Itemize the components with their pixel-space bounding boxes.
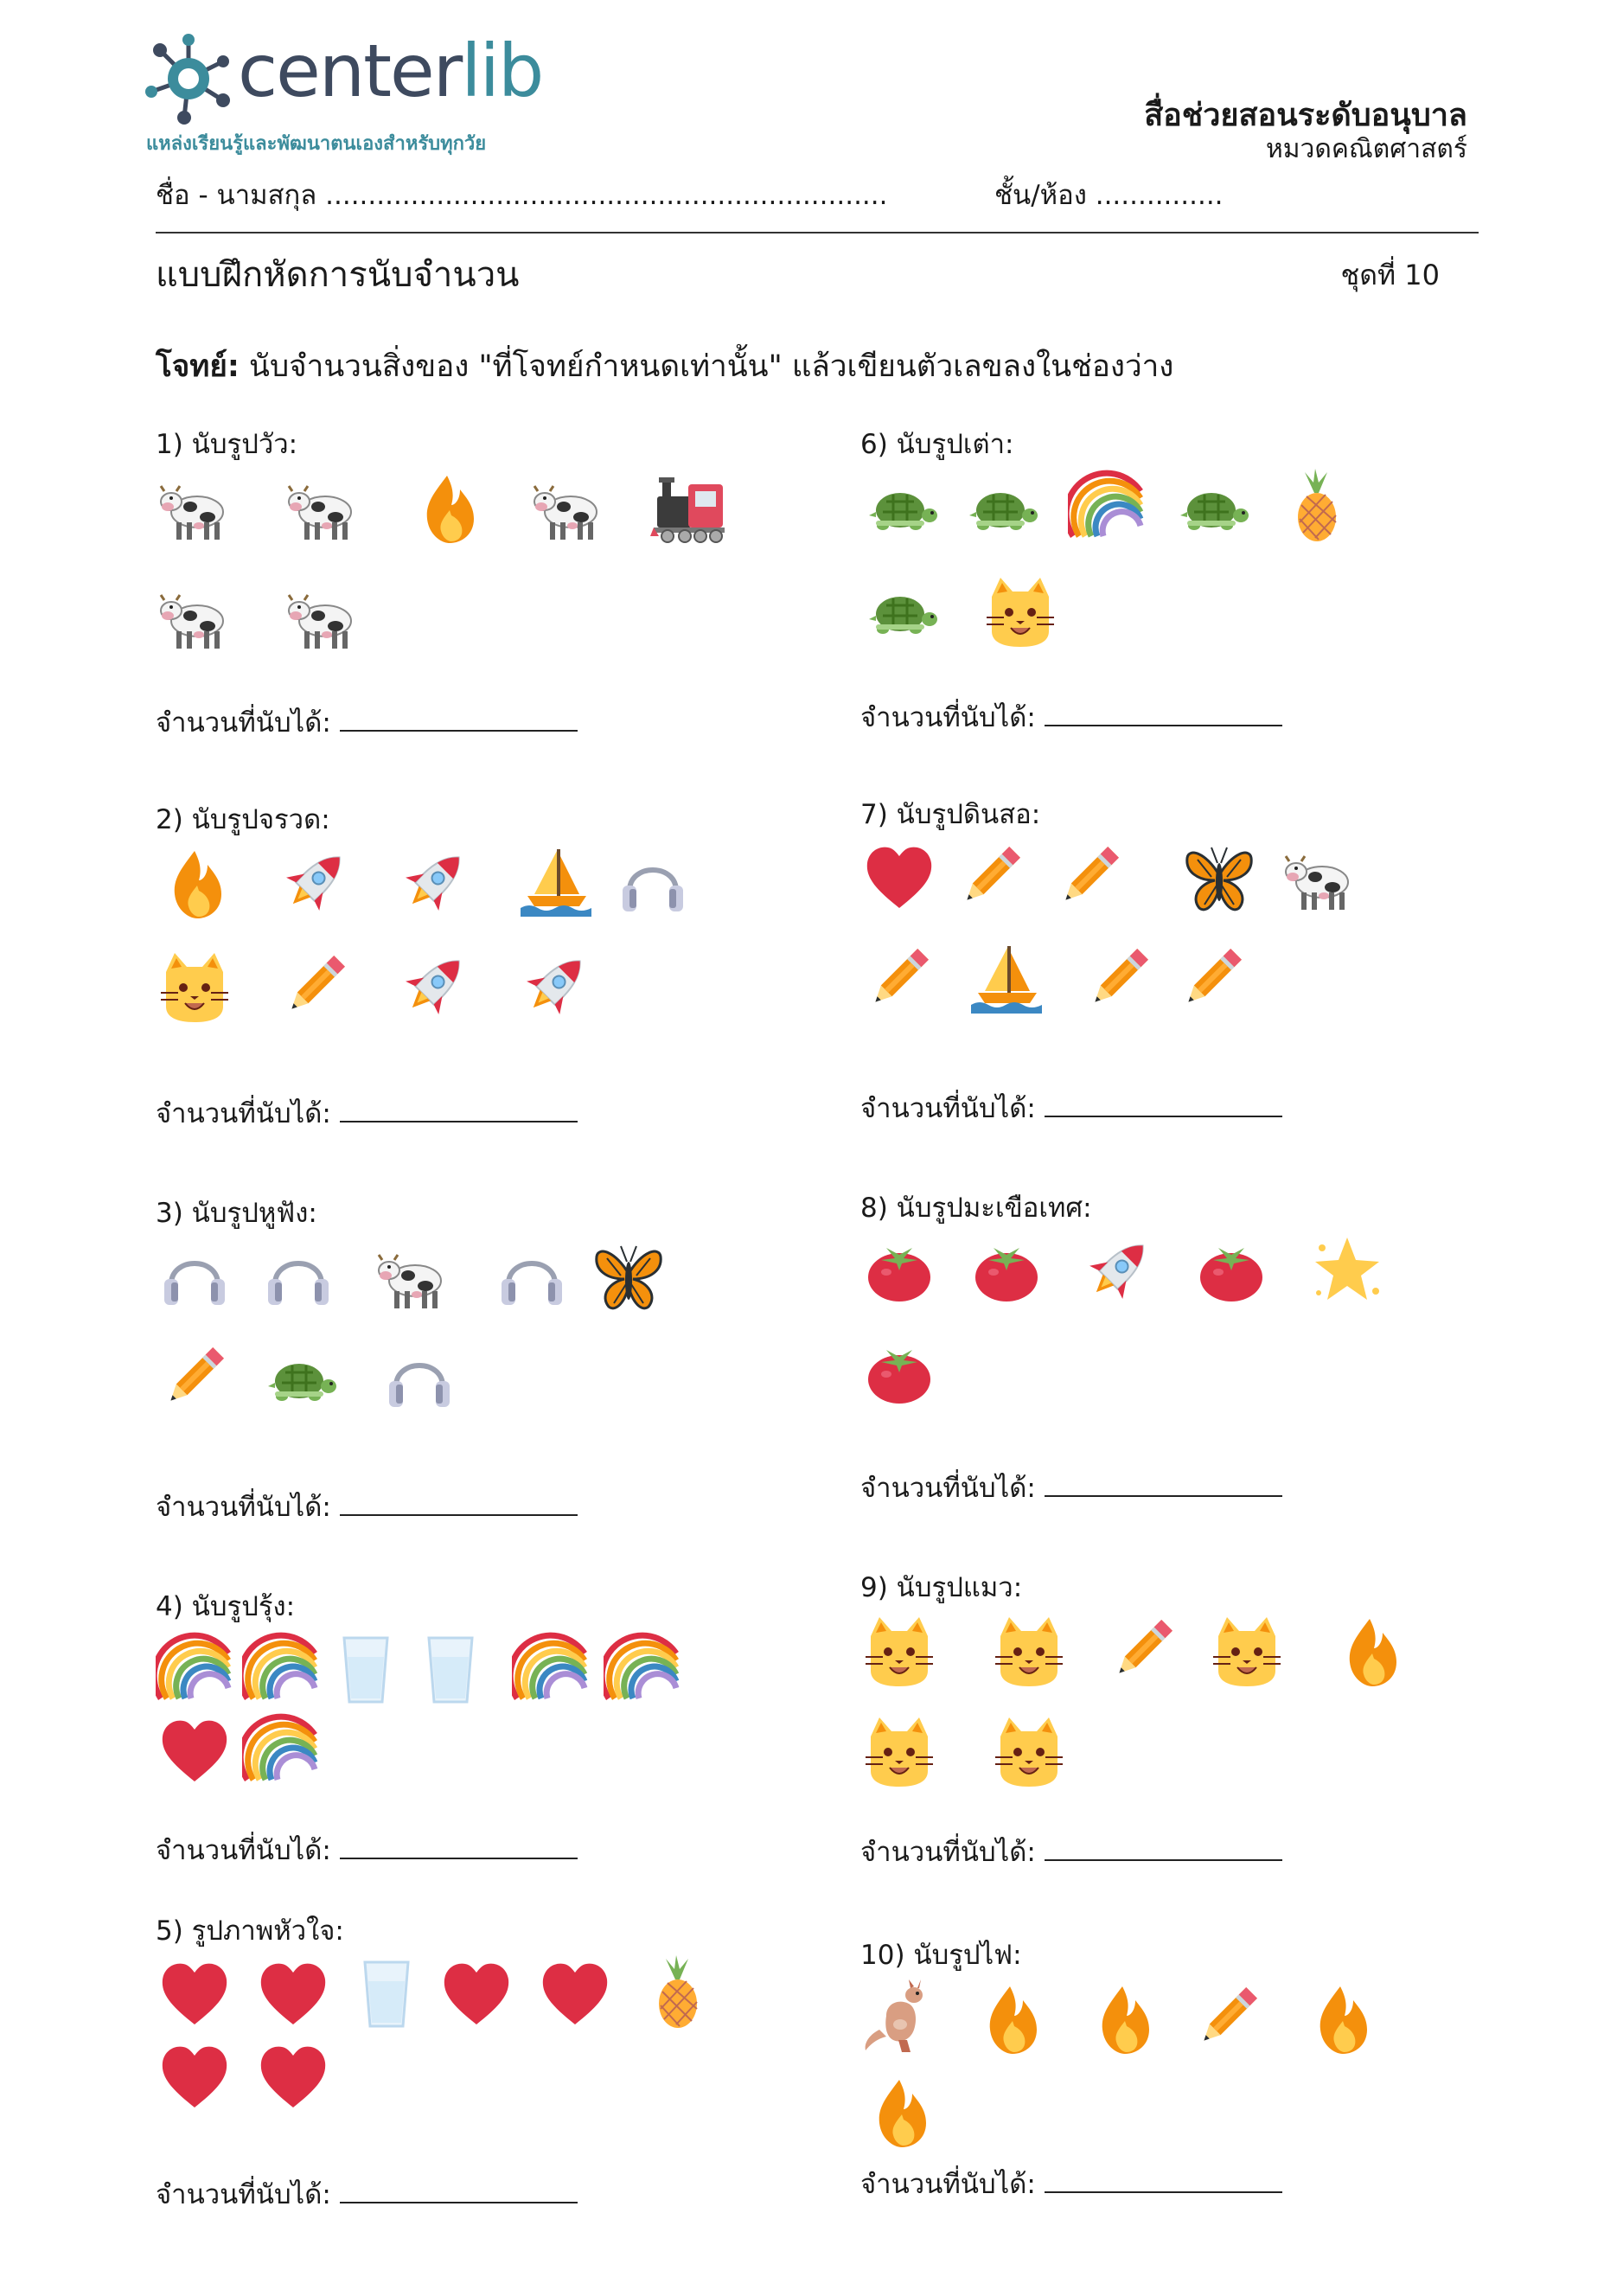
answer-label: จำนวนที่นับได้:: [156, 1492, 331, 1523]
question-label: 9) นับรูปแมว:: [860, 1572, 1023, 1603]
answer-row: [860, 1466, 1282, 1509]
answer-blank[interactable]: [340, 2178, 578, 2203]
rocket-icon: [396, 946, 474, 1024]
answer-row: [156, 700, 578, 744]
rainbow-icon: [604, 1629, 681, 1707]
header-divider: [156, 232, 1479, 233]
heart-icon: [156, 2037, 233, 2114]
brand-logo: [141, 28, 591, 157]
instruction: [156, 342, 1173, 390]
cat-icon: [1208, 1610, 1286, 1688]
question-label: 4) นับรูปรุ้ง:: [156, 1591, 296, 1622]
centerlib-logo-icon: [141, 31, 236, 126]
brand-wordmark-part1: center: [238, 29, 462, 113]
answer-label: จำนวนที่นับได้:: [860, 1837, 1036, 1868]
question-label: 7) นับรูปดินสอ:: [860, 799, 1041, 830]
turtle-icon: [860, 571, 938, 649]
answer-label: จำนวนที่นับได้:: [860, 2169, 1036, 2200]
pencil-icon: [1051, 837, 1128, 915]
rocket-icon: [396, 842, 474, 920]
cow-icon: [284, 467, 361, 545]
heart-icon: [156, 1711, 233, 1788]
answer-label: จำนวนที่นับได้:: [156, 2179, 331, 2210]
heart-icon: [860, 837, 938, 915]
turtle-icon: [1172, 467, 1249, 545]
cow-icon: [284, 576, 361, 654]
answer-blank[interactable]: [340, 1097, 578, 1122]
rainbow-icon: [1068, 467, 1146, 545]
answer-blank[interactable]: [1045, 2167, 1282, 2193]
answer-label: จำนวนที่นับได้:: [860, 1473, 1036, 1504]
answer-row: [860, 2162, 1282, 2205]
answer-row: [860, 695, 1282, 739]
answer-blank[interactable]: [340, 1490, 578, 1516]
question-label: 8) นับรูปมะเขือเทศ:: [860, 1193, 1092, 1224]
butterfly-icon: [590, 1236, 668, 1314]
glass-icon: [412, 1629, 489, 1707]
cow-icon: [374, 1236, 451, 1314]
pencil-icon: [1173, 939, 1251, 1017]
turtle-icon: [860, 467, 938, 545]
answer-blank[interactable]: [1045, 1471, 1282, 1497]
cat-icon: [990, 1711, 1068, 1788]
pencil-icon: [277, 946, 355, 1024]
question-label: 3) นับรูปหูฟัง:: [156, 1198, 317, 1229]
heart-icon: [438, 1954, 515, 2031]
question-label: 10) นับรูปไฟ:: [860, 1940, 1022, 1971]
answer-blank[interactable]: [340, 706, 578, 732]
turtle-icon: [961, 467, 1038, 545]
cow-icon: [529, 467, 607, 545]
answer-row: [156, 1828, 578, 1871]
tomato-icon: [968, 1231, 1045, 1308]
kangaroo-icon: [860, 1978, 938, 2056]
butterfly-icon: [1180, 837, 1258, 915]
pencil-icon: [952, 837, 1030, 915]
cat-icon: [990, 1610, 1068, 1688]
cat-icon: [156, 946, 233, 1024]
headphones-icon: [380, 1338, 458, 1416]
pineapple-icon: [1275, 467, 1353, 545]
cat-icon: [860, 1711, 938, 1788]
tomato-icon: [1192, 1231, 1270, 1308]
pencil-icon: [1104, 1610, 1182, 1688]
fire-icon: [860, 2071, 938, 2149]
heart-icon: [254, 1954, 332, 2031]
question-label: 1) นับรูปวัว:: [156, 429, 298, 460]
glass-icon: [348, 1954, 425, 2031]
headphones-icon: [493, 1236, 571, 1314]
answer-blank[interactable]: [1045, 1835, 1282, 1861]
rocket-icon: [517, 946, 595, 1024]
brand-wordmark-part2: lib: [461, 29, 543, 113]
worksheet-meta: [1144, 97, 1467, 165]
cat-icon: [860, 1610, 938, 1688]
cow-icon: [156, 467, 233, 545]
rocket-icon: [277, 842, 355, 920]
answer-label: จำนวนที่นับได้:: [156, 1098, 331, 1129]
answer-row: [156, 1485, 578, 1528]
answer-blank[interactable]: [1045, 1091, 1282, 1117]
brand-wordmark: [238, 29, 543, 113]
tomato-icon: [860, 1333, 938, 1410]
question-label: 5) รูปภาพหัวใจ:: [156, 1915, 344, 1947]
cat-icon: [981, 571, 1059, 649]
question-label: 6) นับรูปเต่า:: [860, 429, 1014, 460]
rainbow-icon: [156, 1629, 233, 1707]
answer-label: จำนวนที่นับได้:: [156, 1835, 331, 1866]
fire-icon: [971, 1978, 1049, 2056]
fire-icon: [1083, 1978, 1161, 2056]
set-number: ชุดที่ 10: [1340, 259, 1440, 291]
answer-label: จำนวนที่นับได้:: [156, 707, 331, 739]
heart-icon: [156, 1954, 233, 2031]
class-room-field: ชั้น/ห้อง ...............: [994, 180, 1224, 211]
student-name-field: ชื่อ - นามสกุล ..................................................................: [156, 180, 888, 211]
pencil-icon: [860, 939, 938, 1017]
answer-blank[interactable]: [1045, 700, 1282, 726]
rainbow-icon: [242, 1629, 320, 1707]
headphones-icon: [156, 1236, 233, 1314]
worksheet-title: แบบฝึกหัดการนับจำนวน: [156, 255, 520, 295]
pineapple-icon: [636, 1954, 714, 2031]
answer-row: [156, 1091, 578, 1135]
rocket-icon: [1080, 1231, 1158, 1308]
turtle-icon: [259, 1338, 337, 1416]
question-label: 2) นับรูปจรวด:: [156, 804, 330, 835]
answer-row: [156, 2172, 578, 2216]
fire-icon: [408, 467, 486, 545]
fire-icon: [156, 842, 233, 920]
heart-icon: [254, 2037, 332, 2114]
glass-icon: [327, 1629, 405, 1707]
train-icon: [650, 467, 728, 545]
instruction-text: นับจำนวนสิ่งของ "ที่โจทย์กำหนดเท่านั้น" แล้วเขียนตัวเลขลงในช่องว่าง: [239, 349, 1174, 384]
fire-icon: [1331, 1610, 1409, 1688]
subject-category: หมวดคณิตศาสตร์: [1265, 134, 1467, 165]
answer-blank[interactable]: [340, 1833, 578, 1859]
heart-icon: [536, 1954, 614, 2031]
brand-tagline: แหล่งเรียนรู้และพัฒนาตนเองสำหรับทุกวัย: [146, 133, 487, 155]
star-icon: [1308, 1231, 1386, 1308]
answer-label: จำนวนที่นับได้:: [860, 1093, 1036, 1124]
rainbow-icon: [242, 1711, 320, 1788]
sailboat-icon: [517, 842, 595, 920]
tomato-icon: [860, 1231, 938, 1308]
rainbow-icon: [512, 1629, 590, 1707]
level-subtitle: สื่อช่วยสอนระดับอนุบาล: [1144, 98, 1467, 133]
fire-icon: [1301, 1978, 1379, 2056]
sailboat-icon: [968, 939, 1045, 1017]
headphones-icon: [259, 1236, 337, 1314]
answer-label: จำนวนที่นับได้:: [860, 702, 1036, 733]
pencil-icon: [156, 1338, 233, 1416]
answer-row: [860, 1086, 1282, 1129]
pencil-icon: [1080, 939, 1158, 1017]
answer-row: [860, 1830, 1282, 1873]
pencil-icon: [1189, 1978, 1267, 2056]
instruction-prefix: โจทย์:: [156, 349, 240, 384]
headphones-icon: [614, 842, 692, 920]
cow-icon: [1281, 837, 1358, 915]
cow-icon: [156, 576, 233, 654]
